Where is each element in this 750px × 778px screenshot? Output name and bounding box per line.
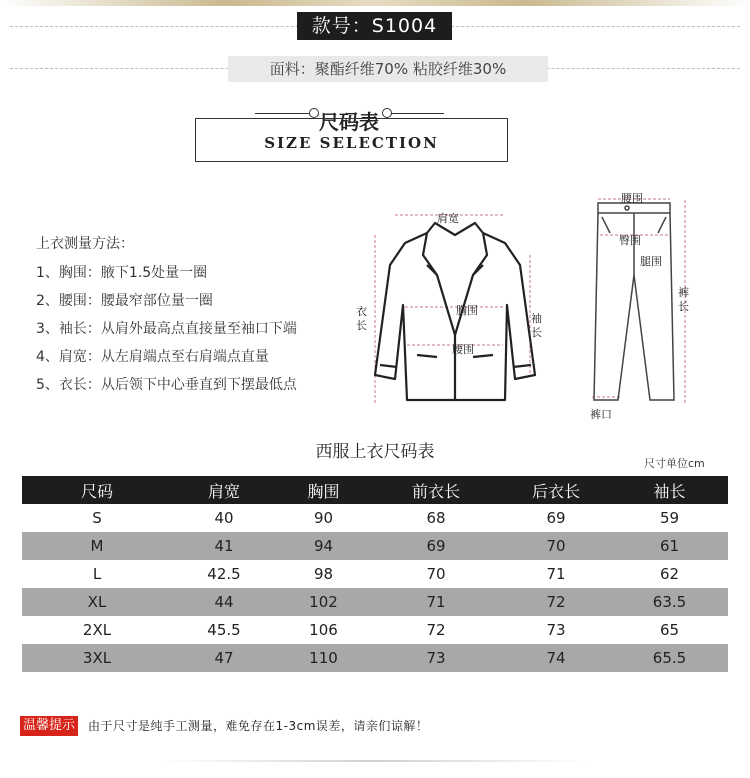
size-chart-title: 尺码表	[319, 110, 379, 134]
table-cell: 61	[611, 532, 728, 560]
bottom-decorative-line	[160, 760, 590, 762]
label-thigh: 腿围	[640, 255, 662, 268]
label-hem: 裤口	[590, 408, 612, 421]
table-cell: 45.5	[207, 621, 241, 639]
label-shoulder: 肩宽	[437, 212, 459, 225]
table-row	[22, 616, 728, 644]
table-cell: 73	[546, 621, 566, 639]
table-cell: 41	[172, 532, 276, 560]
label-pants-length: 裤长	[678, 286, 689, 313]
table-cell: 44	[172, 588, 276, 616]
measure-item: 2、腰围：腰最窄部位量一圈	[36, 293, 213, 309]
table-cell: 70	[501, 532, 611, 560]
tip-badge: 温馨提示	[20, 716, 78, 736]
tip-text: 由于尺寸是纯手工测量，难免存在1-3cm误差，请亲们谅解！	[88, 719, 429, 733]
column-header: 袖长	[611, 476, 728, 504]
column-header: 尺码	[22, 476, 172, 504]
table-cell: 42.5	[207, 565, 241, 583]
table-cell: S	[92, 509, 102, 527]
table-row	[22, 532, 728, 560]
measure-item: 3、袖长：从肩外最高点直接量至袖口下端	[36, 321, 297, 337]
measure-item: 1、胸围：腋下1.5处量一圈	[36, 265, 208, 281]
table-cell: 69	[371, 532, 501, 560]
table-cell: L	[92, 565, 102, 583]
table-cell: 59	[659, 509, 680, 527]
table-cell: 69	[546, 509, 566, 527]
measure-method-heading: 上衣测量方法：	[36, 236, 134, 252]
size-table	[22, 476, 728, 672]
table-cell: 72	[426, 621, 446, 639]
table-cell: 110	[276, 644, 371, 672]
column-header: 前衣长	[371, 476, 501, 504]
fabric-composition: 面料：聚酯纤维70% 粘胶纤维30%	[228, 56, 548, 82]
product-code: 款号：S1004	[297, 12, 452, 40]
table-cell: 71	[546, 565, 566, 583]
table-row	[22, 560, 728, 588]
column-header: 肩宽	[172, 476, 276, 504]
table-cell: 65.5	[611, 644, 728, 672]
top-decorative-line	[0, 0, 750, 6]
table-cell: 72	[501, 588, 611, 616]
table-cell: 90	[313, 509, 334, 527]
column-header: 后衣长	[501, 476, 611, 504]
table-row	[22, 588, 728, 616]
table-cell: 3XL	[22, 644, 172, 672]
table-title: 西服上衣尺码表	[315, 442, 435, 462]
table-cell: 63.5	[611, 588, 728, 616]
table-header-row	[22, 476, 728, 504]
table-cell: 94	[276, 532, 371, 560]
label-length: 衣长	[356, 305, 367, 332]
table-row	[22, 644, 728, 672]
jacket-measurement-diagram	[345, 195, 565, 410]
table-cell: 106	[309, 621, 338, 639]
table-cell: 40	[214, 509, 234, 527]
table-cell: 73	[371, 644, 501, 672]
table-cell: 62	[659, 565, 680, 583]
title-rule-left	[255, 113, 313, 114]
table-cell: 70	[426, 565, 446, 583]
label-waist: 腰围	[452, 343, 474, 356]
table-cell: 71	[371, 588, 501, 616]
label-pants-waist: 腰围	[621, 192, 643, 205]
table-cell: 102	[276, 588, 371, 616]
size-selection-subtitle: SIZE SELECTION	[264, 134, 439, 152]
table-cell: 65	[659, 621, 680, 639]
unit-note: 尺寸单位cm	[644, 457, 705, 470]
table-cell: 2XL	[82, 621, 112, 639]
label-sleeve: 袖长	[531, 312, 542, 339]
measure-item: 5、衣长：从后领下中心垂直到下摆最低点	[36, 377, 297, 393]
column-header: 胸围	[276, 476, 371, 504]
label-chest: 胸围	[456, 304, 478, 317]
table-cell: XL	[22, 588, 172, 616]
table-cell: 98	[313, 565, 334, 583]
measure-item: 4、肩宽：从左肩端点至右肩端点直量	[36, 349, 269, 365]
label-hip: 臀围	[619, 234, 641, 247]
table-cell: 47	[172, 644, 276, 672]
table-cell: 74	[501, 644, 611, 672]
table-row	[22, 504, 728, 532]
table-cell: 68	[426, 509, 446, 527]
table-cell: M	[22, 532, 172, 560]
